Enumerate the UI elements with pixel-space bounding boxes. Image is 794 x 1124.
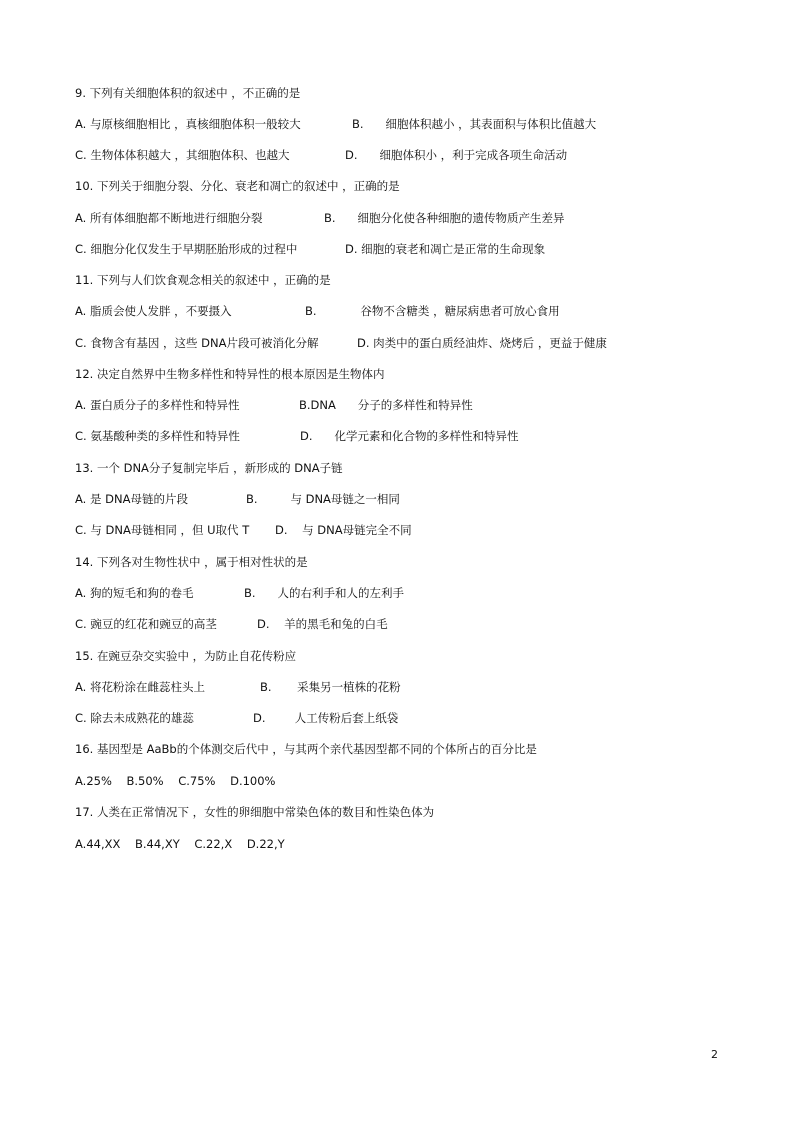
question-11-option-b: B. 谷物不含糖类 ，糖尿病患者可放心食用	[305, 304, 560, 318]
question-14-option-a: A. 狗的短毛和狗的卷毛	[75, 586, 194, 600]
question-16-options: A.25% B.50% C.75% D.100%	[75, 774, 276, 788]
question-12-option-b: B.DNA 分子的多样性和特异性	[299, 398, 473, 412]
question-11-option-c: C. 食物含有基因 ，这些 DNA片段可被消化分解	[75, 336, 319, 350]
question-10-stem: 10. 下列关于细胞分裂、分化、衰老和凋亡的叙述中 ，正确的是	[75, 179, 400, 193]
question-13-option-b: B. 与 DNA母链之一相同	[246, 492, 400, 506]
question-9-option-d: D. 细胞体积小 ，利于完成各项生命活动	[345, 148, 568, 162]
question-14-option-c: C. 豌豆的红花和豌豆的高茎	[75, 617, 217, 631]
question-9-option-b: B. 细胞体积越小 ，其表面积与体积比值越大	[352, 117, 597, 131]
question-17-options: A.44,XX B.44,XY C.22,X D.22,Y	[75, 837, 285, 851]
page-number: 2	[711, 1048, 718, 1061]
question-14-stem: 14. 下列各对生物性状中 ，属于相对性状的是	[75, 555, 308, 569]
question-14-option-b: B. 人的右利手和人的左利手	[244, 586, 404, 600]
question-13-option-a: A. 是 DNA母链的片段	[75, 492, 188, 506]
question-15-option-b: B. 采集另一植株的花粉	[260, 680, 401, 694]
question-10-option-c: C. 细胞分化仅发生于早期胚胎形成的过程中	[75, 242, 298, 256]
question-11-option-d: D. 肉类中的蛋白质经油炸、烧烤后 ，更益于健康	[357, 336, 607, 350]
question-10-option-b: B. 细胞分化使各种细胞的遗传物质产生差异	[324, 211, 565, 225]
question-9-option-a: A. 与原核细胞相比 ，真核细胞体积一般较大	[75, 117, 301, 131]
question-11-option-a: A. 脂质会使人发胖 ，不要摄入	[75, 304, 232, 318]
question-16-stem: 16. 基因型是 AaBb的个体测交后代中 ，与其两个亲代基因型都不同的个体所占的百分比是	[75, 742, 537, 756]
question-13-stem: 13. 一个 DNA分子复制完毕后 ，新形成的 DNA子链	[75, 461, 343, 475]
question-10-option-a: A. 所有体细胞都不断地进行细胞分裂	[75, 211, 263, 225]
question-12-option-a: A. 蛋白质分子的多样性和特异性	[75, 398, 240, 412]
question-11-stem: 11. 下列与人们饮食观念相关的叙述中 ，正确的是	[75, 273, 331, 287]
question-15-option-a: A. 将花粉涂在雌蕊柱头上	[75, 680, 205, 694]
question-10-option-d: D. 细胞的衰老和凋亡是正常的生命现象	[345, 242, 546, 256]
question-13-option-d: D. 与 DNA母链完全不同	[275, 523, 412, 537]
question-12-option-d: D. 化学元素和化合物的多样性和特异性	[300, 429, 519, 443]
question-15-stem: 15. 在豌豆杂交实验中 ，为防止自花传粉应	[75, 649, 297, 663]
question-9-stem: 9. 下列有关细胞体积的叙述中 ，不正确的是	[75, 86, 301, 100]
question-14-option-d: D. 羊的黑毛和兔的白毛	[257, 617, 388, 631]
question-13-option-c: C. 与 DNA母链相同 ，但 U取代 T	[75, 523, 250, 537]
question-12-stem: 12. 决定自然界中生物多样性和特异性的根本原因是生物体内	[75, 367, 385, 381]
question-12-option-c: C. 氨基酸种类的多样性和特异性	[75, 429, 240, 443]
question-17-stem: 17. 人类在正常情况下 ，女性的卵细胞中常染色体的数目和性染色体为	[75, 805, 435, 819]
question-15-option-c: C. 除去未成熟花的雄蕊	[75, 711, 194, 725]
question-9-option-c: C. 生物体体积越大 ，其细胞体积、也越大	[75, 148, 290, 162]
question-15-option-d: D. 人工传粉后套上纸袋	[253, 711, 399, 725]
